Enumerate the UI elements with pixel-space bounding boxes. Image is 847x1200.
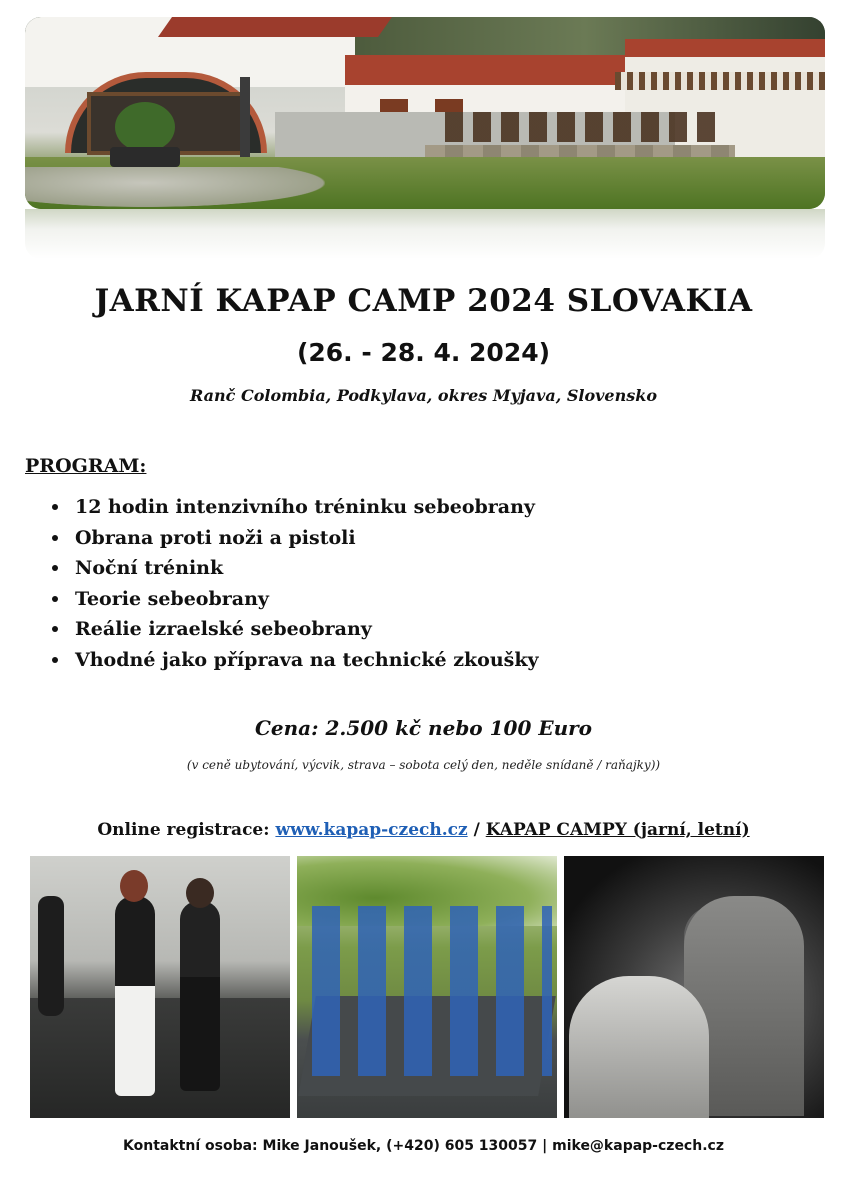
list-item: Reálie izraelské sebeobrany — [52, 614, 539, 645]
bullet-icon — [52, 504, 58, 510]
website-link[interactable]: www.kapap-czech.cz — [275, 820, 468, 840]
page-title: JARNÍ KAPAP CAMP 2024 SLOVAKIA — [94, 283, 753, 319]
training-photo-outdoor — [297, 856, 557, 1118]
bullet-icon — [52, 535, 58, 541]
training-photo-night — [564, 856, 824, 1118]
bullet-icon — [52, 626, 58, 632]
program-list — [52, 492, 539, 675]
separator: / — [473, 820, 480, 840]
list-item: Noční trénink — [52, 553, 539, 584]
bullet-icon — [52, 565, 58, 571]
training-photo-gym — [30, 856, 290, 1118]
list-item: Vhodné jako příprava na technické zkoušky — [52, 645, 539, 676]
event-dates: (26. - 28. 4. 2024) — [296, 338, 551, 367]
list-item: Obrana proti noži a pistoli — [52, 523, 539, 554]
event-location: Ranč Colombia, Podkylava, okres Myjava, Slovensko — [189, 386, 658, 405]
list-item: Teorie sebeobrany — [52, 584, 539, 615]
bullet-icon — [52, 596, 58, 602]
bullet-icon — [52, 657, 58, 663]
contact-info: Kontaktní osoba: Mike Janoušek, (+420) 605 130057 | mike@kapap-czech.cz — [123, 1138, 724, 1154]
camps-link[interactable]: KAPAP CAMPY (jarní, letní) — [485, 820, 750, 840]
ranch-photo — [25, 17, 825, 209]
price: Cena: 2.500 kč nebo 100 Euro — [254, 716, 592, 740]
price-note: (v ceně ubytování, výcvik, strava – sobota celý den, neděle snídaně / raňajky)) — [186, 758, 661, 772]
photo-reflection — [25, 209, 825, 259]
registration-line — [0, 820, 847, 840]
program-heading: PROGRAM: — [25, 455, 147, 477]
registration-label: Online registrace: — [97, 820, 270, 840]
list-item: 12 hodin intenzivního tréninku sebeobrany — [52, 492, 539, 523]
